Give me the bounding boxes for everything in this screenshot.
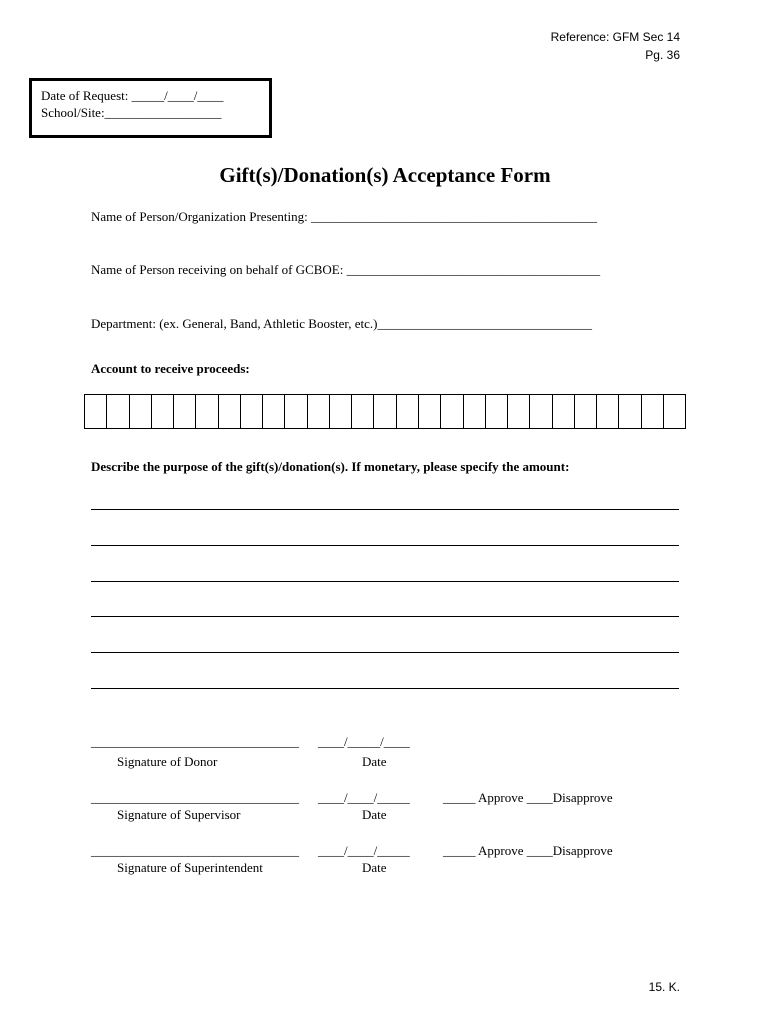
account-digit-box[interactable] (530, 395, 552, 428)
account-digit-box[interactable] (575, 395, 597, 428)
supervisor-date-line[interactable]: ____/____/_____ (318, 790, 410, 805)
purpose-writing-line[interactable] (91, 581, 679, 582)
request-info-box (29, 78, 272, 138)
account-digit-box[interactable] (219, 395, 241, 428)
donor-date-line[interactable]: ____/_____/____ (318, 734, 410, 749)
department-field[interactable]: Department: (ex. General, Band, Athletic Booster, etc.)_________________________________ (91, 316, 592, 331)
account-digit-box[interactable] (308, 395, 330, 428)
form-title: Gift(s)/Donation(s) Acceptance Form (219, 163, 551, 187)
account-digit-box[interactable] (196, 395, 218, 428)
account-digit-box[interactable] (486, 395, 508, 428)
account-digit-box[interactable] (241, 395, 263, 428)
superintendent-date-label: Date (362, 860, 387, 875)
supervisor-approval[interactable]: _____ Approve ____Disapprove (443, 790, 613, 805)
superintendent-date-line[interactable]: ____/____/_____ (318, 843, 410, 858)
account-digit-box[interactable] (419, 395, 441, 428)
superintendent-signature-line[interactable]: ________________________________ (91, 843, 299, 858)
donor-signature-label: Signature of Donor (117, 754, 218, 769)
presenting-name-field[interactable]: Name of Person/Organization Presenting: ____________________________________________ (91, 209, 597, 224)
account-digit-box[interactable] (107, 395, 129, 428)
purpose-writing-line[interactable] (91, 688, 679, 689)
account-digit-box[interactable] (374, 395, 396, 428)
account-digit-box[interactable] (130, 395, 152, 428)
superintendent-signature-label: Signature of Superintendent (117, 860, 263, 875)
account-digit-box[interactable] (597, 395, 619, 428)
receiving-name-field[interactable]: Name of Person receiving on behalf of GCBOE: _______________________________________ (91, 262, 601, 277)
account-digit-box[interactable] (441, 395, 463, 428)
purpose-writing-line[interactable] (91, 652, 679, 653)
supervisor-signature-line[interactable]: ________________________________ (91, 790, 299, 805)
purpose-writing-line[interactable] (91, 509, 679, 510)
page-reference: Pg. 36 (645, 48, 680, 62)
account-digit-box[interactable] (285, 395, 307, 428)
purpose-writing-line[interactable] (91, 545, 679, 546)
account-digit-box[interactable] (642, 395, 664, 428)
purpose-writing-line[interactable] (91, 616, 679, 617)
date-of-request-field[interactable]: Date of Request: _____/____/____ (41, 88, 224, 103)
account-digit-box[interactable] (397, 395, 419, 428)
account-digit-box[interactable] (464, 395, 486, 428)
account-number-boxes[interactable] (84, 394, 686, 429)
reference-line: Reference: GFM Sec 14 (550, 30, 680, 44)
account-digit-box[interactable] (174, 395, 196, 428)
donor-date-label: Date (362, 754, 387, 769)
superintendent-approval[interactable]: _____ Approve ____Disapprove (443, 843, 613, 858)
donor-signature-line[interactable]: ________________________________ (91, 734, 299, 749)
account-digit-box[interactable] (85, 395, 107, 428)
account-digit-box[interactable] (263, 395, 285, 428)
account-digit-box[interactable] (352, 395, 374, 428)
account-digit-box[interactable] (664, 395, 685, 428)
purpose-label: Describe the purpose of the gift(s)/donation(s). If monetary, please specify the amount: (91, 459, 570, 474)
account-digit-box[interactable] (619, 395, 641, 428)
account-digit-box[interactable] (553, 395, 575, 428)
account-digit-box[interactable] (330, 395, 352, 428)
account-digit-box[interactable] (152, 395, 174, 428)
supervisor-date-label: Date (362, 807, 387, 822)
account-label: Account to receive proceeds: (91, 361, 250, 376)
account-digit-box[interactable] (508, 395, 530, 428)
supervisor-signature-label: Signature of Supervisor (117, 807, 241, 822)
school-site-field[interactable]: School/Site:__________________ (41, 105, 222, 120)
page-footer: 15. K. (648, 980, 680, 994)
